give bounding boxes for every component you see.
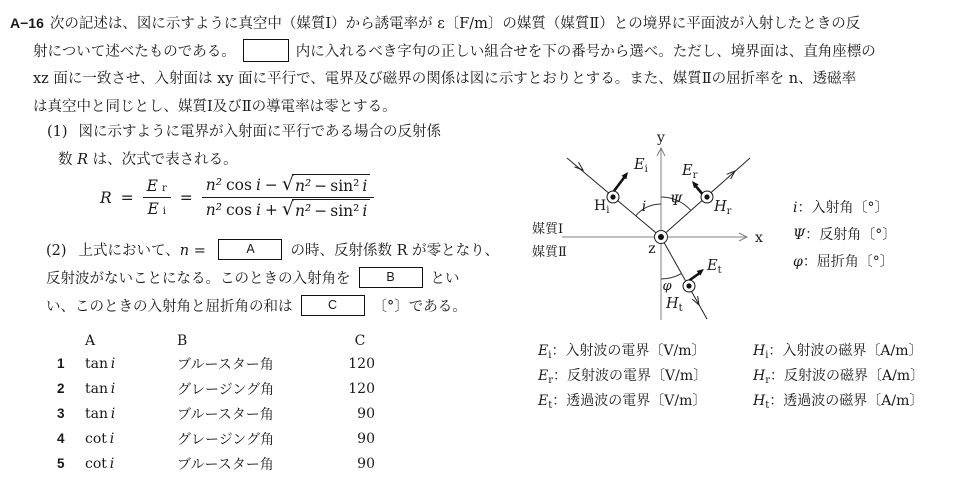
part1-line-1 xyxy=(47,120,441,144)
options-header xyxy=(57,330,375,351)
legend-h-t xyxy=(753,390,923,411)
part1-text-2b: は、次式で表される。 xyxy=(88,152,238,168)
h-symbol: H xyxy=(753,393,766,409)
option-number: 1 xyxy=(57,356,65,371)
i-var: i xyxy=(255,176,261,194)
e-base: E xyxy=(147,200,159,219)
part2-text-2a: 反射波がないことになる。このときの入射角を xyxy=(46,271,351,287)
option-a-value: tan i xyxy=(85,405,116,422)
reflection-coefficient-formula xyxy=(100,174,374,221)
h-desc: ：反射波の磁界〔A/m〕 xyxy=(770,368,925,384)
sqrt-expression xyxy=(282,174,370,196)
part1-label: (1) xyxy=(47,124,68,140)
sin-squared: sin² xyxy=(330,177,360,195)
option-b-value: グレージング角 xyxy=(177,381,275,398)
part2-text-3b: 〔°〕である。 xyxy=(372,299,467,315)
i-var: i xyxy=(362,202,368,221)
option-c-value: 90 xyxy=(357,455,375,472)
option-number: 5 xyxy=(57,456,65,471)
problem-number: A−16 xyxy=(10,15,44,31)
option-a-value: cot i xyxy=(85,430,115,447)
origin-dot-icon xyxy=(658,234,664,240)
sqrt-expression xyxy=(282,199,370,221)
option-number: 3 xyxy=(57,406,65,421)
e-desc: ：入射波の電界〔V/m〕 xyxy=(551,343,706,359)
n-squared: n² xyxy=(295,177,312,195)
plus-sign: + xyxy=(264,201,278,220)
intro-line-1 xyxy=(10,11,860,36)
option-b-value: ブルースター角 xyxy=(177,356,274,373)
option-b-value: ブルースター角 xyxy=(177,406,274,423)
part2-label: (2) xyxy=(46,243,67,259)
h-symbol: H xyxy=(753,343,766,359)
i-var: i xyxy=(362,177,368,195)
psi-symbol: Ψ xyxy=(793,227,806,243)
legend-h-r xyxy=(753,365,924,386)
e-desc: ：透過波の電界〔V/m〕 xyxy=(552,393,707,409)
minus-sign: − xyxy=(264,176,278,194)
answer-box-b: B xyxy=(359,267,423,288)
part1-line-2 xyxy=(58,148,238,172)
incident-direction-arrow-icon xyxy=(575,162,584,170)
equals-sign: = xyxy=(179,188,193,207)
part2-var-n: n xyxy=(179,243,190,259)
angle-phi-label: φ xyxy=(662,279,672,294)
option-number: 2 xyxy=(57,381,65,396)
part2-text-1a: 上式において、 xyxy=(78,243,180,259)
e-symbol: E xyxy=(538,343,549,359)
incidence-angle-arc xyxy=(636,204,661,216)
option-c-value: 120 xyxy=(348,355,375,372)
e-base: E xyxy=(146,177,158,195)
part1-text-1: 図に示すように電界が入射面に平行である場合の反射係 xyxy=(78,124,442,140)
legend-angle-i xyxy=(793,197,888,217)
legend-e-t xyxy=(538,390,706,411)
e-sub: t xyxy=(548,400,553,411)
e-sub-r: r xyxy=(162,183,167,194)
h-r-dot-icon xyxy=(704,194,709,199)
option-b-value: グレージング角 xyxy=(177,431,275,448)
n-squared: n² xyxy=(295,202,312,221)
legend-e-r xyxy=(538,365,707,386)
h-r-label: $H_r$ xyxy=(714,199,732,217)
phi-desc: ：屈折角〔°〕 xyxy=(802,254,894,270)
e-i-label: $E_i$ xyxy=(634,157,648,175)
legend-angle-phi xyxy=(793,251,894,271)
y-axis-label: y xyxy=(657,130,665,146)
part2-line-2 xyxy=(46,266,460,292)
er-ei-fraction xyxy=(143,176,171,219)
part2-text-2b: とい xyxy=(430,271,460,287)
e-sub-i: i xyxy=(162,206,166,218)
equals-sign: = xyxy=(189,243,211,259)
cos-fn: cos xyxy=(225,201,252,220)
h-symbol: H xyxy=(753,368,766,384)
minus-sign: − xyxy=(314,177,328,195)
part2-text-1b: の時、反射係数 R が零となり、 xyxy=(290,243,500,259)
e-i-vector xyxy=(614,177,625,191)
legend-e-i xyxy=(538,340,706,361)
option-number: 4 xyxy=(57,431,65,446)
option-row-4 xyxy=(57,426,375,451)
intro-line-3: xz 面に一致させ、入射面は xy 面に平行で、電界及び磁界の関係は図に示すとおりとする。また、媒質Ⅱの屈折率を n、透磁率 xyxy=(33,71,857,87)
z-axis-label: z xyxy=(648,241,656,257)
intro-line-4: は真空中と同じとし、媒質Ⅰ及びⅡの導電率は零とする。 xyxy=(33,99,397,115)
main-fraction xyxy=(202,174,375,221)
h-sub: r xyxy=(765,375,770,386)
legend-h-i xyxy=(753,340,923,361)
intro-text-1: 次の記述は、図に示すように真空中（媒質Ⅰ）から誘電率が ε〔F/m〕の媒質（媒質Ⅱ）との境界に平面波が入射したときの反 xyxy=(49,16,861,32)
h-desc: ：入射波の磁界〔A/m〕 xyxy=(768,343,923,359)
h-sub: t xyxy=(765,400,770,411)
n-squared: n² xyxy=(205,176,222,194)
option-a-value: cot i xyxy=(85,455,115,472)
e-desc: ：反射波の電界〔V/m〕 xyxy=(553,368,708,384)
part2-line-3 xyxy=(46,294,467,320)
part2-text-3a: い、このときの入射角と屈折角の和は xyxy=(46,299,293,315)
part2-line-1 xyxy=(46,238,499,264)
e-t-label: $E_t$ xyxy=(707,258,722,276)
option-b-value: ブルースター角 xyxy=(177,456,274,473)
n-squared: n² xyxy=(205,201,222,220)
equals-sign: = xyxy=(120,188,134,207)
h-i-dot-icon xyxy=(610,194,615,199)
e-symbol: E xyxy=(538,368,549,384)
h-t-label: $H_t$ xyxy=(666,296,683,314)
psi-desc: ：反射角〔°〕 xyxy=(805,227,897,243)
header-a: A xyxy=(85,332,96,349)
phi-symbol: φ xyxy=(793,254,803,270)
angle-psi-label: Ψ xyxy=(669,193,683,209)
part1-var-r: R xyxy=(77,152,89,168)
option-row-5 xyxy=(57,451,375,476)
formula-lhs: R xyxy=(100,188,112,207)
transmitted-direction-arrow-icon xyxy=(692,296,699,305)
intro-text-2a: 射について述べたものである。 xyxy=(33,44,236,60)
header-c: C xyxy=(354,332,366,349)
intro-line-2 xyxy=(33,39,876,65)
legend-angle-psi xyxy=(793,224,896,244)
blank-answer-box xyxy=(243,39,289,62)
cos-fn: cos xyxy=(225,176,252,194)
answer-box-a: A xyxy=(218,239,282,260)
option-a-value: tan i xyxy=(85,355,116,372)
medium2-label: 媒質Ⅱ xyxy=(532,245,567,260)
header-b: B xyxy=(177,332,188,349)
e-sub: i xyxy=(548,350,552,361)
i-var: i xyxy=(255,201,261,220)
h-t-dot-icon xyxy=(686,283,691,288)
option-row-1 xyxy=(57,351,375,376)
intro-text-2b: 内に入れるべき字句の正しい組合せを下の番号から選べ。ただし、境界面は、直角座標の xyxy=(295,44,876,60)
e-r-label: $E_r$ xyxy=(682,163,698,181)
options-table xyxy=(57,330,375,476)
i-symbol: i xyxy=(793,200,798,216)
option-c-value: 90 xyxy=(357,405,375,422)
wave-incidence-diagram xyxy=(515,120,785,332)
sin-squared: sin² xyxy=(330,202,360,221)
option-row-3 xyxy=(57,401,375,426)
option-c-value: 120 xyxy=(348,380,375,397)
h-desc: ：透過波の磁界〔A/m〕 xyxy=(769,393,924,409)
h-sub: i xyxy=(765,350,769,361)
medium1-label: 媒質Ⅰ xyxy=(532,222,564,237)
option-a-value: tan i xyxy=(85,380,116,397)
i-desc: ：入射角〔°〕 xyxy=(797,200,889,216)
option-row-2 xyxy=(57,376,375,401)
e-sub: r xyxy=(548,375,554,386)
x-axis-label: x xyxy=(755,230,763,246)
minus-sign: − xyxy=(314,202,328,221)
e-symbol: E xyxy=(538,393,549,409)
radical-sign: √ xyxy=(281,198,295,221)
radical-sign: √ xyxy=(281,173,295,195)
angle-i-label: i xyxy=(641,199,647,215)
h-i-label: $H_i$ xyxy=(594,198,610,216)
part1-text-2a: 数 xyxy=(58,152,78,168)
answer-box-c: C xyxy=(301,295,365,316)
option-c-value: 90 xyxy=(357,430,375,447)
